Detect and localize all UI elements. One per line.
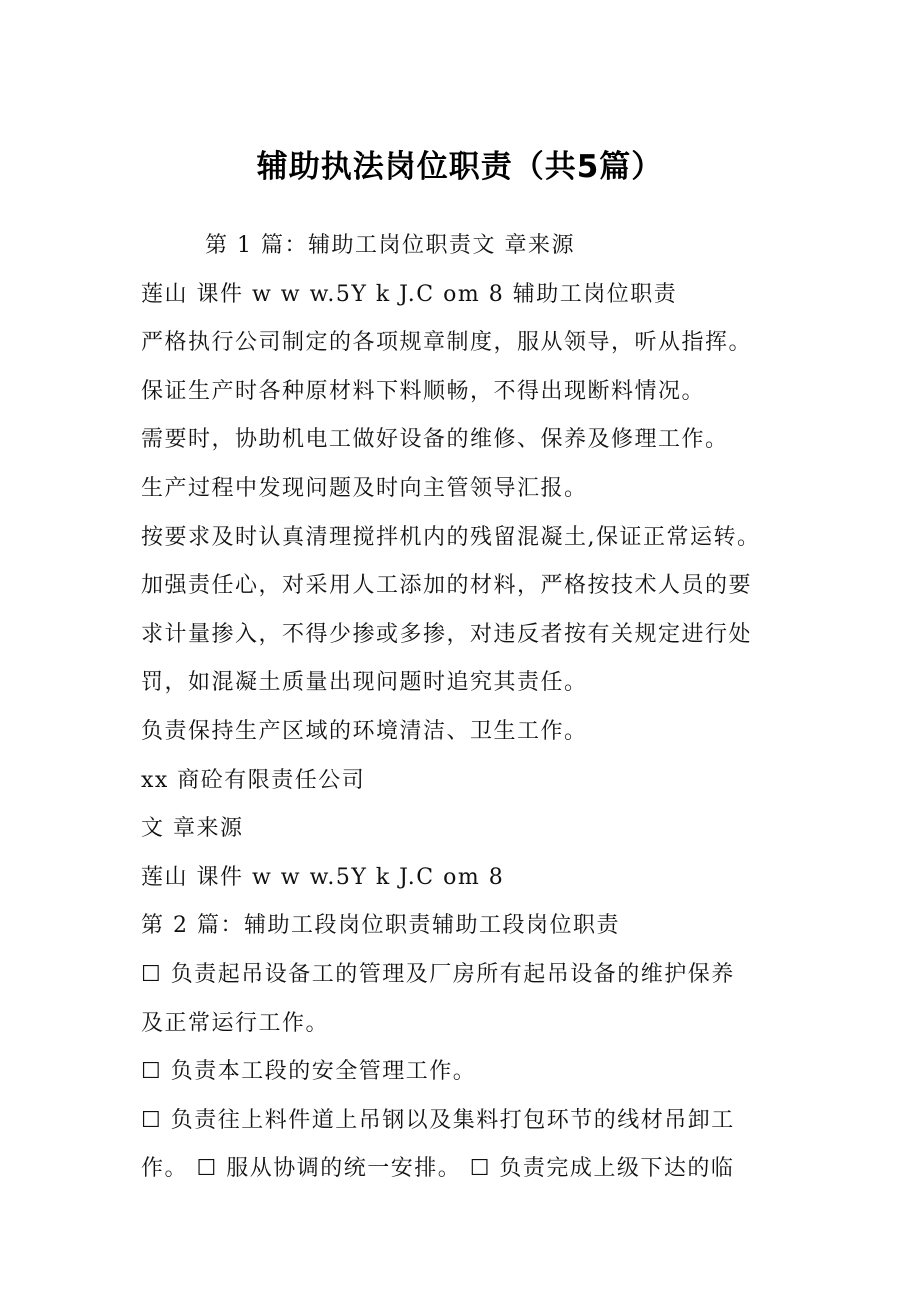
document-body (141, 222, 801, 1194)
checklist-line: 作。 ☐ 服从协调的统一安排。 ☐ 负责完成上级下达的临 (141, 1156, 735, 1182)
source-line: 莲山 课件 w w w.5Y k J.C om 8 (141, 864, 505, 890)
paragraph-line: 求计量掺入，不得少掺或多掺，对违反者按有关规定进行处 (141, 621, 753, 647)
section-heading-2: 第 2 篇：辅助工段岗位职责辅助工段岗位职责 (141, 913, 620, 939)
paragraph-line: 及正常运行工作。 (141, 1010, 330, 1036)
paragraph-line: 罚，如混凝土质量出现问题时追究其责任。 (141, 670, 588, 696)
paragraph-line: 按要求及时认真清理搅拌机内的残留混凝土,保证正常运转。 (141, 524, 761, 550)
document-title: 辅助执法岗位职责（共5篇） (256, 149, 664, 185)
paragraph-line: 加强责任心，对采用人工添加的材料，严格按技术人员的要 (141, 573, 753, 599)
company-name: xx 商砼有限责任公司 (141, 767, 366, 793)
paragraph-line: 需要时，协助机电工做好设备的维修、保养及修理工作。 (141, 427, 729, 453)
source-line: 文 章来源 (141, 816, 244, 842)
paragraph-line: 保证生产时各种原材料下料顺畅，不得出现断料情况。 (141, 378, 706, 404)
checklist-line: ☐ 负责往上料件道上吊钢以及集料打包环节的线材吊卸工 (141, 1107, 735, 1133)
checklist-line: ☐ 负责起吊设备工的管理及厂房所有起吊设备的维护保养 (141, 961, 735, 987)
paragraph-line: 生产过程中发现问题及时向主管领导汇报。 (141, 475, 588, 501)
checklist-line: ☐ 负责本工段的安全管理工作。 (141, 1059, 477, 1085)
paragraph-line: 严格执行公司制定的各项规章制度，服从领导，听从指挥。 (141, 330, 753, 356)
source-line: 莲山 课件 w w w.5Y k J.C om 8 辅助工岗位职责 (141, 281, 678, 307)
section-heading-1: 第 1 篇：辅助工岗位职责文 章来源 (205, 233, 575, 258)
paragraph-line: 负责保持生产区域的环境清洁、卫生工作。 (141, 718, 588, 744)
